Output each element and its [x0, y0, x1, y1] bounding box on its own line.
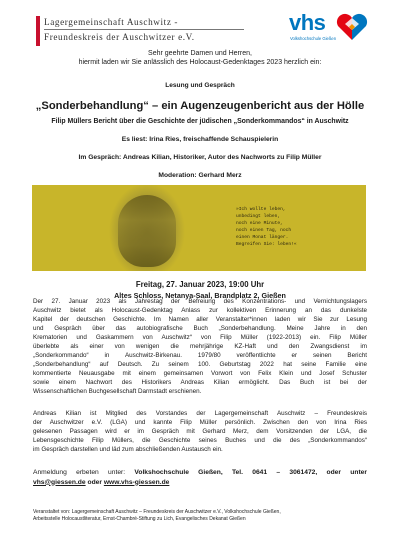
footer-line-2: Arbeitsstelle Holocaustliteratur, Ernst-Chambré-Stiftung zu Lich, Evangelisches Dekanat Gießen — [33, 516, 246, 523]
paragraph-line: sowie einem Nachwort des Historikers Andreas Kilian ermöglicht. Das Buch ist bei der — [33, 378, 367, 386]
paragraph-line: überlebte als einer von wenigen die mehrjährige KZ-Haft und den Zwangsdienst im — [33, 342, 367, 350]
event-format: Lesung und Gespräch — [165, 82, 235, 89]
quote-line: »Ich wollte leben, — [236, 207, 286, 212]
email-link[interactable]: vhs@giessen.de — [33, 478, 86, 486]
vhs-heart-icon — [335, 12, 369, 42]
org-name-line1: Lagergemeinschaft Auschwitz - — [44, 17, 179, 27]
portrait-head — [118, 195, 176, 267]
vhs-logo — [289, 10, 369, 46]
paragraph-line: gelesenen Passagen wird er im Gespräch mit Gerhard Merz, dem Vorsitzenden der LGA, die — [33, 427, 367, 435]
registration-prefix: Anmeldung erbeten unter: — [33, 469, 135, 476]
body-paragraph-2 — [33, 410, 367, 455]
paragraph-line: Auschwitz bietet als Holocaust-Gedenktag Anlass zur kollektiven Erinnerung an das dunkelste — [33, 306, 367, 314]
footer-line-1: Veranstaltet von: Lagergemeinschaft Auschwitz – Freundeskreis der Auschwitzer e.V., Volkshochschule Gießen, — [33, 509, 281, 515]
quote-line: Begreifen Sie: leben!« — [236, 242, 297, 248]
logo-divider — [44, 29, 244, 30]
paragraph-line: im Gespräch darstellen und läd zum abschließenden Austausch ein. — [33, 445, 223, 453]
moderation-info: Moderation: Gerhard Merz — [158, 172, 242, 179]
event-date: Freitag, 27. Januar 2023, 19:00 Uhr — [135, 280, 265, 289]
quote-line: noch einen Tag, noch — [236, 228, 292, 234]
reader-info: Es liest: Irina Ries, freischaffende Schauspielerin — [121, 136, 279, 143]
registration-info — [33, 468, 367, 487]
paragraph-line: Krematorien und Gaskammern von Auschwitz“ von Filip Müller (1922-2013) ein. Filip Müller — [33, 333, 367, 341]
paragraph-line: der Auschwitzer e.V. (LGA) und kannte Filip Müller persönlich. Zwischen den von Irina Ries — [33, 418, 367, 426]
event-title: „Sonderbehandlung“ – ein Augenzeugenbericht aus der Hölle — [35, 100, 365, 112]
org-name-line2: Freundeskreis der Auschwitzer e.V. — [44, 32, 195, 42]
paragraph-line: Andreas Kilian ist Mitglied des Vorstandes der Lagergemeinschaft Auschwitz – Freundeskreis — [33, 410, 367, 417]
paragraph-line: Der 27. Januar 2023 als Jahrestag der Befreiung des Konzentrations- und Vernichtungslagers — [33, 298, 367, 305]
banner-quote — [236, 206, 326, 249]
banner-image — [32, 185, 366, 271]
event-venue: Altes Schloss, Netanya-Saal, Brandplatz 2, Gießen — [114, 291, 286, 300]
quote-line: unbedingt leben, — [236, 214, 281, 220]
paragraph-line: Wissenschaftlichen Buchgesellschaft Darmstadt erschienen. — [33, 387, 202, 395]
paragraph-line: Kapitel der deutschen Geschichte. Im Namen aller Veranstalter*innen laden wir Sie zur Lesung — [33, 315, 367, 323]
registration-links — [33, 478, 367, 488]
conversation-info: Im Gespräch: Andreas Kilian, Historiker, Autor des Nachworts zu Filip Müller — [78, 154, 322, 161]
greeting: Sehr geehrte Damen und Herren, — [148, 50, 252, 57]
paragraph-line: kommentierte Neuausgabe mit einem gemeinsamen Vorwort von Felix Klein und Josef Schuster — [33, 369, 367, 377]
paragraph-line: „Sonderkommando“ in Auschwitz-Birkenau. 1979/80 veröffentlichte er seinen Bericht — [33, 351, 367, 359]
registration-contact: Volkshochschule Gießen, Tel. 0641 – 3061472, oder unter — [134, 469, 367, 476]
logo-accent-bar — [36, 16, 40, 46]
body-paragraph-1 — [33, 298, 367, 396]
paragraph-line: „Sonderbehandlung“ auf Deutsch. Zu seinem 100. Geburtstag 2022 hat seine Familie eine — [33, 360, 367, 368]
paragraph-line: und Gespräch über das autobiografische Buch „Sonderbehandlung. Meine Jahre in den — [33, 324, 367, 332]
vhs-logo-text: vhs — [289, 10, 326, 35]
event-subtitle: Filip Müllers Bericht über die Geschichte der jüdischen „Sonderkommandos“ in Auschwitz — [51, 118, 349, 125]
quote-line: noch eine Minute, — [236, 221, 283, 227]
vhs-logo-subtext: Volkshochschule Gießen — [290, 36, 337, 41]
quote-line: einen Monat länger. — [236, 235, 289, 241]
paragraph-line: Lebensgeschichte Filip Müllers, die Geschichte seines Buches und die des „Sonderkommandos“ — [33, 436, 367, 444]
registration-line — [33, 468, 367, 478]
invitation-text: hiermit laden wir Sie anlässlich des Holocaust-Gedenktages 2023 herzlich ein: — [78, 59, 322, 66]
website-link[interactable]: www.vhs-giessen.de — [103, 478, 170, 486]
registration-connector: oder — [85, 478, 104, 486]
organizers-footer — [33, 509, 367, 524]
